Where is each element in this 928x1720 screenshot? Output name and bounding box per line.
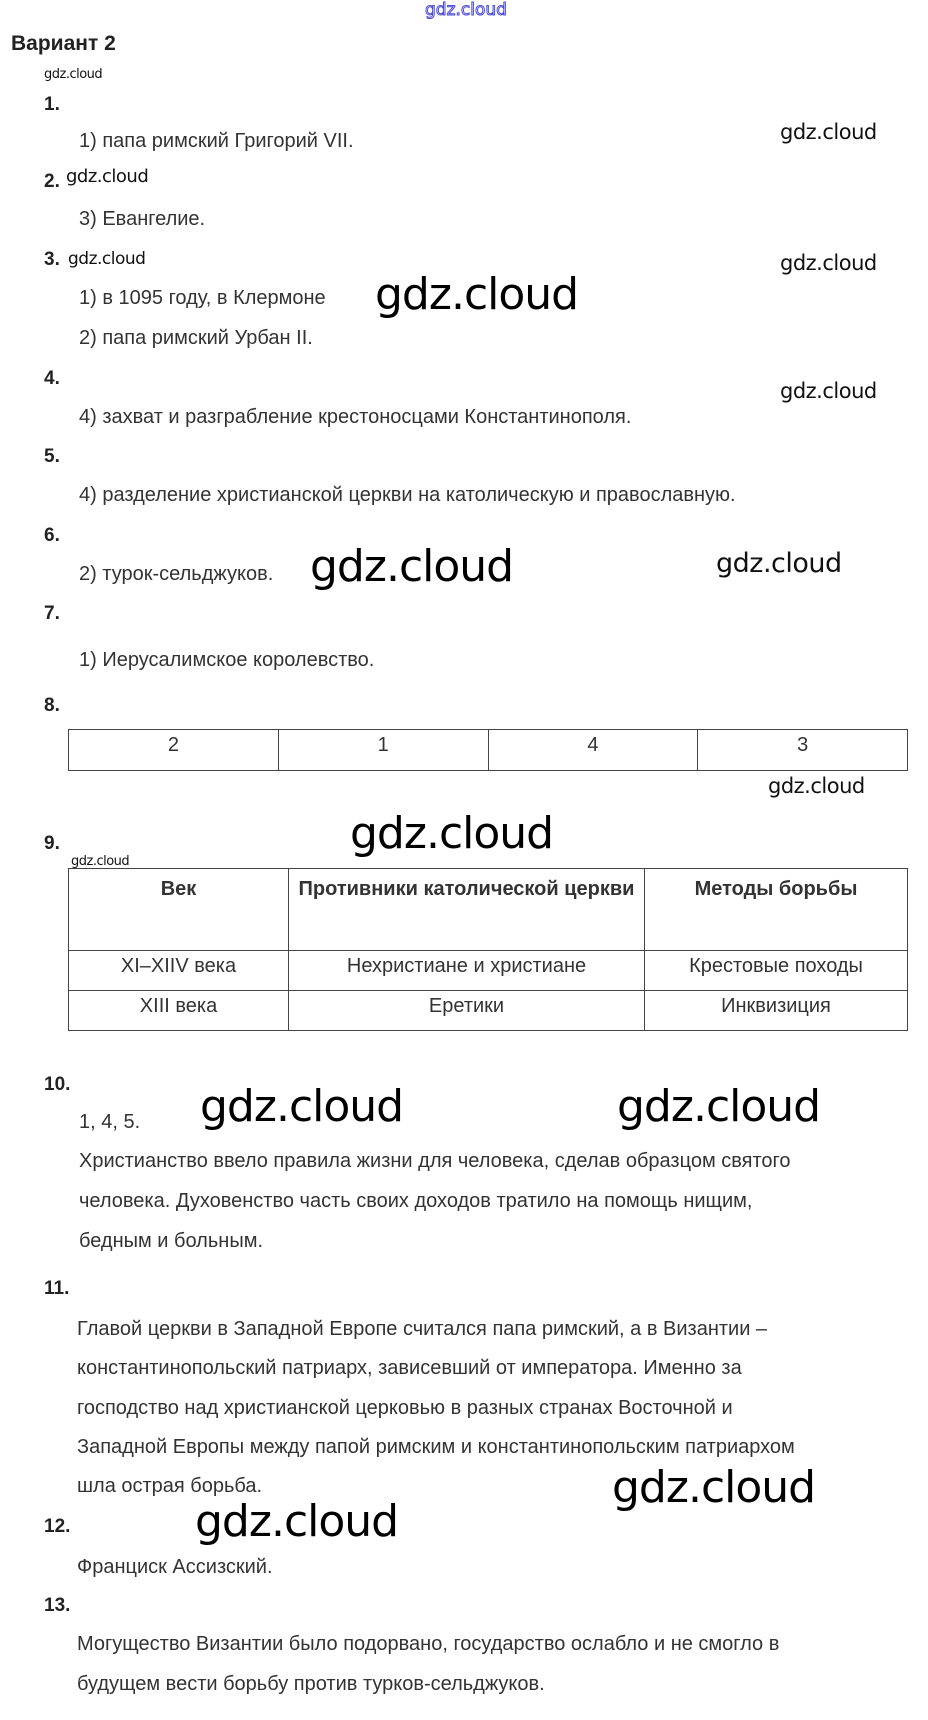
page-title: Вариант 2 [11, 32, 116, 55]
watermark: gdz.cloud [716, 548, 842, 579]
question-number-5: 5. [44, 446, 60, 467]
table-cell: 1 [278, 730, 488, 771]
answer-2: 3) Евангелие. [79, 208, 206, 230]
question-number-10: 10. [44, 1074, 71, 1095]
watermark-top[interactable]: gdz.cloud [425, 0, 507, 20]
table-cell: Нехристиане и христиане [289, 951, 645, 991]
answer-3a: 1) в 1095 году, в Клермоне [79, 287, 326, 309]
table-header: Век [69, 869, 289, 951]
watermark: gdz.cloud [200, 1081, 404, 1132]
answer-10-line: бедным и больным. [79, 1230, 263, 1252]
table-cell: 2 [69, 730, 279, 771]
answer-table-9 [68, 868, 908, 1031]
question-number-2: 2. [44, 171, 60, 192]
answer-13-line: Могущество Византии было подорвано, государство ослабло и не смогло в [77, 1633, 780, 1655]
watermark: gdz.cloud [375, 269, 579, 320]
answer-4: 4) захват и разграбление крестоносцами Константинополя. [79, 406, 632, 428]
watermark: gdz.cloud [350, 808, 554, 859]
table-row [69, 991, 908, 1031]
question-number-11: 11. [44, 1278, 70, 1299]
question-number-6: 6. [44, 525, 60, 546]
table-cell: Еретики [289, 991, 645, 1031]
answer-1: 1) папа римский Григорий VII. [79, 130, 354, 152]
answer-11-line: константинопольский патриарх, зависевший от императора. Именно за [77, 1357, 742, 1379]
answer-6: 2) турок-сельджуков. [79, 563, 274, 585]
question-number-8: 8. [44, 695, 60, 716]
watermark: gdz.cloud [310, 541, 514, 592]
table-cell: Крестовые походы [645, 951, 908, 991]
table-cell: 3 [698, 730, 908, 771]
watermark: gdz.cloud [780, 120, 877, 144]
question-number-3: 3. [44, 249, 60, 270]
table-header: Противники католической церкви [289, 869, 645, 951]
answer-10-line: Христианство ввело правила жизни для человека, сделав образцом святого [79, 1150, 791, 1172]
watermark: gdz.cloud [71, 854, 130, 869]
watermark: gdz.cloud [68, 249, 146, 269]
table-row [69, 951, 908, 991]
watermark: gdz.cloud [44, 67, 103, 82]
table-cell: Инквизиция [645, 991, 908, 1031]
question-number-12: 12. [44, 1516, 71, 1537]
watermark: gdz.cloud [617, 1081, 821, 1132]
answer-10-line: человека. Духовенство часть своих доходов тратило на помощь нищим, [79, 1190, 753, 1212]
watermark: gdz.cloud [66, 166, 149, 187]
answer-3b: 2) папа римский Урбан II. [79, 327, 313, 349]
answer-11-line: Главой церкви в Западной Европе считался папа римский, а в Византии – [77, 1318, 768, 1340]
watermark: gdz.cloud [195, 1496, 399, 1547]
question-number-7: 7. [44, 603, 60, 624]
watermark: gdz.cloud [612, 1462, 816, 1513]
watermark: gdz.cloud [780, 251, 877, 275]
table-header: Методы борьбы [645, 869, 908, 951]
answer-11-line: шла острая борьба. [77, 1475, 263, 1497]
answer-12: Франциск Ассизский. [77, 1556, 273, 1578]
question-number-4: 4. [44, 368, 60, 389]
answer-7: 1) Иерусалимское королевство. [79, 649, 375, 671]
table-cell: 4 [488, 730, 698, 771]
answer-table-8 [68, 729, 908, 771]
watermark: gdz.cloud [780, 379, 877, 403]
question-number-1: 1. [44, 94, 60, 115]
watermark: gdz.cloud [768, 774, 865, 798]
answer-11-line: Западной Европы между папой римским и константинопольским патриархом [77, 1436, 795, 1458]
answer-10: 1, 4, 5. [79, 1111, 141, 1133]
answer-5: 4) разделение христианской церкви на католическую и православную. [79, 484, 736, 506]
answer-13-line: будущем вести борьбу против турков-сельджуков. [77, 1673, 545, 1695]
question-number-9: 9. [44, 833, 60, 854]
answer-11-line: господство над христианской церковью в разных странах Восточной и [77, 1397, 733, 1419]
table-cell: XI–XIIV века [69, 951, 289, 991]
question-number-13: 13. [44, 1595, 71, 1616]
table-cell: XIII века [69, 991, 289, 1031]
